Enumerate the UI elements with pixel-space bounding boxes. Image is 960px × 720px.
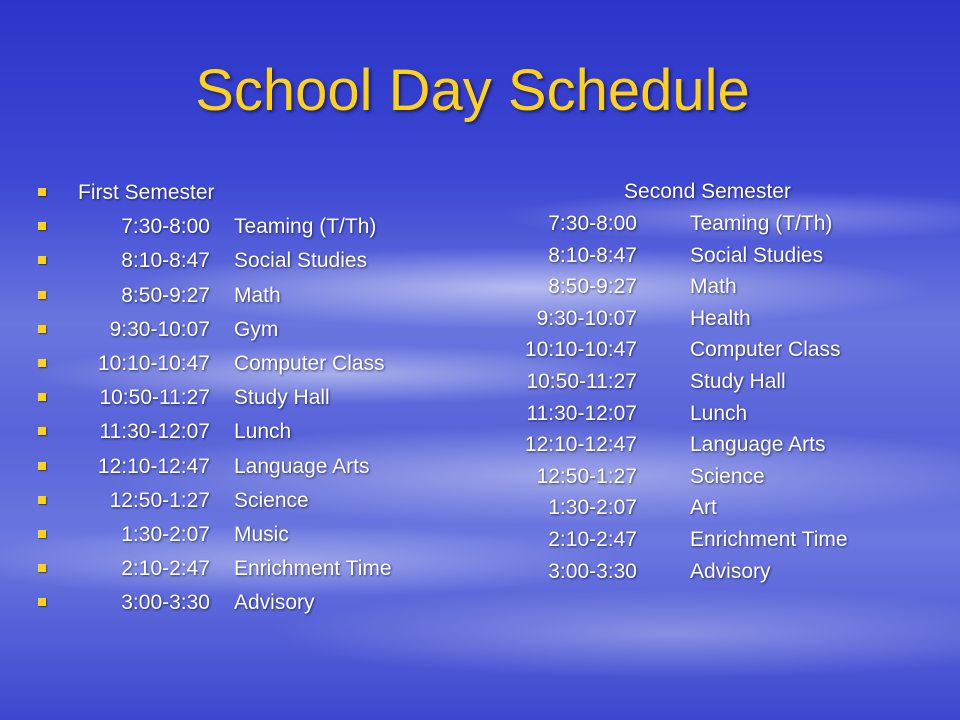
list-item — [38, 244, 478, 278]
list-item — [38, 552, 478, 586]
list-item — [490, 398, 930, 430]
period-time: 12:50-1:27 — [109, 488, 210, 512]
square-bullet-icon — [38, 325, 46, 333]
period-time: 12:50-1:27 — [536, 464, 637, 488]
list-item — [38, 518, 478, 552]
list-item — [490, 492, 930, 524]
period-time: 2:10-2:47 — [121, 557, 210, 581]
period-subject: Study Hall — [690, 369, 786, 393]
period-time: 7:30-8:00 — [121, 215, 210, 239]
period-time: 1:30-2:07 — [121, 522, 210, 546]
list-item — [38, 415, 478, 449]
square-bullet-icon — [38, 530, 46, 538]
list-item — [490, 524, 930, 556]
square-bullet-icon — [38, 462, 46, 470]
list-item — [490, 366, 930, 398]
period-subject: Enrichment Time — [690, 527, 848, 551]
square-bullet-icon — [38, 598, 46, 606]
slide-title: School Day Schedule — [195, 58, 750, 123]
list-item — [490, 240, 930, 272]
period-subject: Advisory — [234, 591, 315, 615]
list-item — [38, 313, 478, 347]
list-item — [490, 208, 930, 240]
period-time: 9:30-10:07 — [109, 317, 210, 341]
period-time: 3:00-3:30 — [121, 591, 210, 615]
list-item — [38, 279, 478, 313]
first-semester-list — [38, 176, 478, 620]
period-subject: Advisory — [690, 559, 771, 583]
list-item — [490, 271, 930, 303]
square-bullet-icon — [38, 393, 46, 401]
list-item — [38, 484, 478, 518]
second-semester-heading: Second Semester — [624, 180, 791, 203]
square-bullet-icon — [38, 291, 46, 299]
square-bullet-icon — [38, 188, 46, 196]
list-item — [38, 381, 478, 415]
period-subject: Science — [234, 488, 309, 512]
period-subject: Music — [234, 522, 289, 546]
period-time: 12:10-12:47 — [524, 433, 637, 457]
square-bullet-icon — [38, 496, 46, 504]
period-subject: Science — [690, 464, 765, 488]
period-subject: Teaming (T/Th) — [690, 212, 833, 235]
period-subject: Teaming (T/Th) — [234, 215, 377, 239]
period-subject: Health — [690, 306, 751, 330]
list-item — [490, 461, 930, 493]
period-time: 7:30-8:00 — [548, 212, 637, 235]
period-time: 8:50-9:27 — [121, 283, 210, 307]
period-time: 10:50-11:27 — [99, 386, 210, 410]
period-time: 1:30-2:07 — [548, 496, 637, 520]
period-time: 11:30-12:07 — [99, 420, 210, 444]
list-item — [490, 303, 930, 335]
square-bullet-icon — [38, 222, 46, 230]
period-time: 10:10-10:47 — [97, 351, 210, 375]
period-subject: Lunch — [690, 401, 748, 425]
period-subject: Social Studies — [690, 243, 824, 267]
period-time: 8:10-8:47 — [548, 243, 637, 267]
first-semester-heading: First Semester — [78, 181, 215, 204]
period-time: 9:30-10:07 — [536, 306, 637, 330]
period-time: 11:30-12:07 — [526, 401, 637, 425]
period-subject: Lunch — [234, 420, 292, 444]
second-semester-list — [490, 176, 930, 587]
period-subject: Math — [690, 275, 737, 299]
period-subject: Computer Class — [690, 338, 841, 362]
period-time: 10:50-11:27 — [526, 369, 637, 393]
list-item — [490, 334, 930, 366]
period-time: 8:50-9:27 — [548, 275, 637, 299]
first-semester-heading-item — [38, 176, 478, 210]
square-bullet-icon — [38, 256, 46, 264]
period-subject: Computer Class — [234, 351, 385, 375]
list-item — [38, 210, 478, 244]
period-subject: Social Studies — [234, 249, 368, 273]
period-time: 2:10-2:47 — [548, 527, 637, 551]
period-subject: Art — [690, 496, 717, 520]
list-item — [38, 347, 478, 381]
list-item — [490, 429, 930, 461]
period-subject: Gym — [234, 317, 279, 341]
period-time: 3:00-3:30 — [548, 559, 637, 583]
square-bullet-icon — [38, 564, 46, 572]
period-subject: Study Hall — [234, 386, 330, 410]
list-item — [38, 586, 478, 620]
period-time: 10:10-10:47 — [524, 338, 637, 362]
list-item — [38, 450, 478, 484]
period-subject: Math — [234, 283, 281, 307]
period-subject: Enrichment Time — [234, 557, 392, 581]
period-time: 8:10-8:47 — [121, 249, 210, 273]
square-bullet-icon — [38, 427, 46, 435]
period-time: 12:10-12:47 — [97, 454, 210, 478]
square-bullet-icon — [38, 359, 46, 367]
period-subject: Language Arts — [234, 454, 370, 478]
list-item — [490, 556, 930, 588]
period-subject: Language Arts — [690, 433, 826, 457]
